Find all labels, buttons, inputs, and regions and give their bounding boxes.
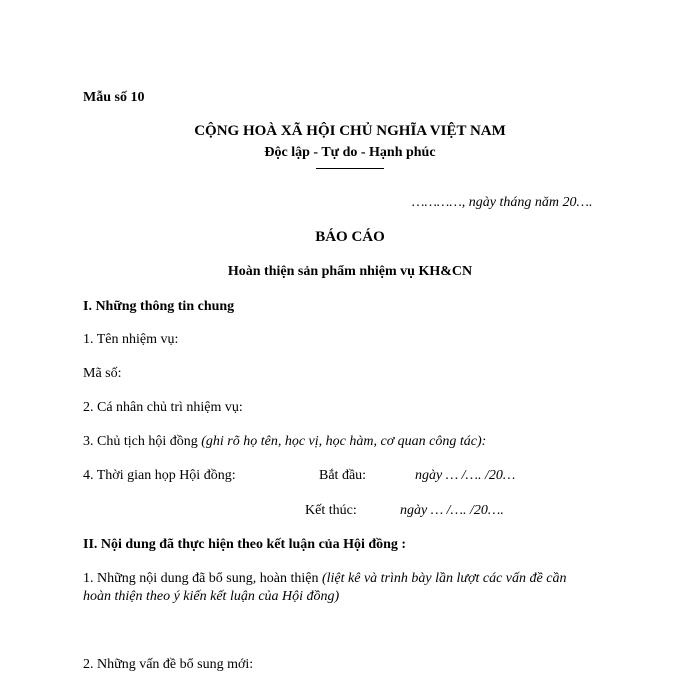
motto-underline	[316, 168, 384, 169]
chair-line	[83, 434, 486, 450]
nation-heading: CỘNG HOÀ XÃ HỘI CHỦ NGHĨA VIỆT NAM	[194, 123, 506, 139]
task-name-label: 1. Tên nhiệm vụ:	[83, 332, 179, 347]
section2-item1	[83, 571, 566, 587]
report-subtitle: Hoàn thiện sản phẩm nhiệm vụ KH&CN	[227, 264, 473, 279]
end-value: ngày … /…. /20….	[400, 503, 504, 518]
section1-heading: I. Những thông tin chung	[83, 299, 235, 314]
item1-note-a: (liệt kê và trình bày lần lượt các vấn đề cần	[321, 571, 567, 586]
date-line: …………, ngày tháng năm 20….	[412, 195, 593, 210]
item1-note-b: hoàn thiện theo ý kiến kết luận của Hội đồng)	[83, 589, 340, 604]
lead-label: 2. Cá nhân chủ trì nhiệm vụ:	[83, 400, 243, 415]
start-label: Bắt đầu:	[319, 468, 367, 483]
form-number: Mẫu số 10	[83, 90, 145, 105]
section2-heading: II. Nội dung đã thực hiện theo kết luận của Hội đồng :	[83, 537, 407, 552]
chair-label: 3. Chủ tịch hội đồng	[83, 434, 202, 449]
start-value: ngày … /…. /20…	[415, 468, 516, 483]
end-label: Kết thúc:	[305, 503, 357, 518]
report-title: BÁO CÁO	[315, 229, 385, 245]
item1-label: 1. Những nội dung đã bổ sung, hoàn thiện	[83, 571, 322, 586]
section2-item2: 2. Những vấn đề bổ sung mới:	[83, 657, 254, 672]
chair-note: (ghi rõ họ tên, học vị, học hàm, cơ quan công tác):	[201, 434, 487, 449]
code-label: Mã số:	[83, 366, 122, 381]
motto: Độc lập - Tự do - Hạnh phúc	[264, 145, 436, 160]
meeting-time-label: 4. Thời gian họp Hội đồng:	[83, 468, 236, 483]
